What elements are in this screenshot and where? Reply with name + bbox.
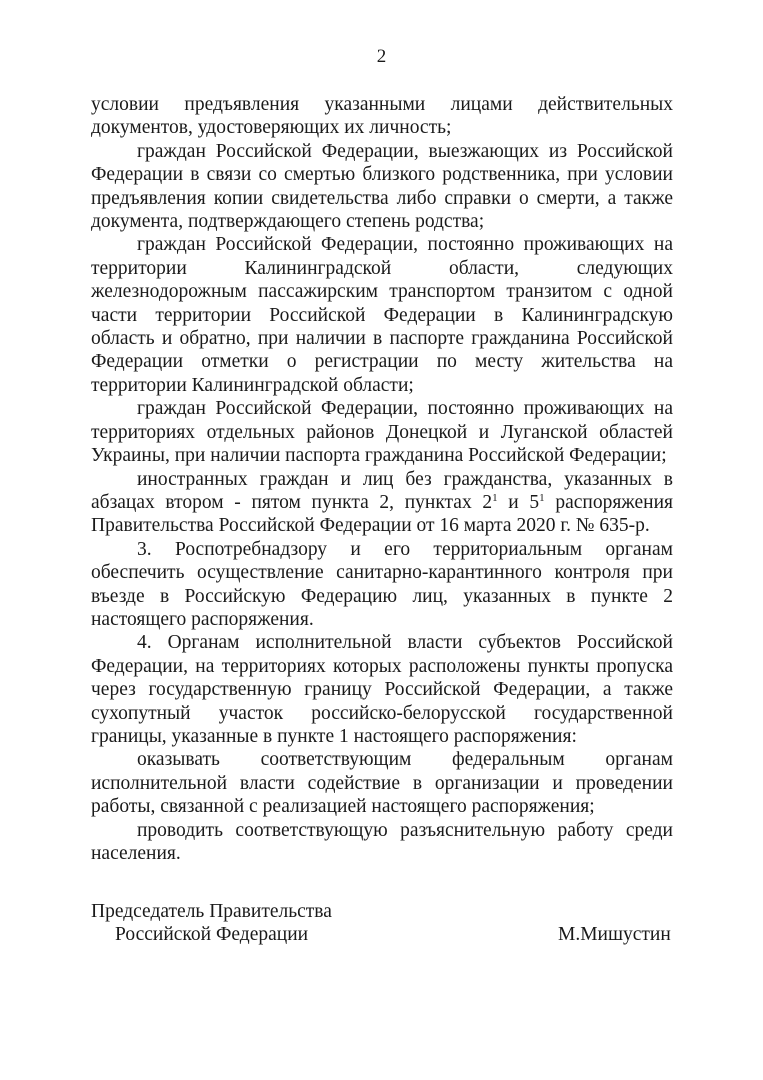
signature-title-line2: Российской Федерации <box>115 924 309 945</box>
page-number: 2 <box>376 46 387 67</box>
paragraph-foreign-citizens-part1: иностранных граждан и лиц без гражданства, указанных в абзацах втором - пятом пункта 2, пунктах 2 <box>91 468 673 513</box>
superscript-one: 1 <box>492 491 498 504</box>
paragraph-relative-death: граждан Российской Федерации, выезжающих из Российской Федерации в связи со смертью близкого родственника, при условии предъявления копии свидетельства либо справки о смерти, а также документа, подтверждающего степень родства; <box>91 140 673 233</box>
signature-name: М.Мишустин <box>558 924 671 945</box>
paragraph-item-4-regional-authorities: 4. Органам исполнительной власти субъектов Российской Федерации, на территориях которых расположены пункты пропуска через государственную границу Российской Федерации, а также сухопутный участок российско-белорусской государственной границы, указанные в пункте 1 настоящего распоряжения: <box>91 632 673 747</box>
signature-title-line1: Председатель Правительства <box>91 901 332 922</box>
paragraph-assistance: оказывать соответствующим федеральным органам исполнительной власти содействие в организации и проведении работы, связанной с реализацией настоящего распоряжения; <box>91 749 673 818</box>
paragraph-identity-documents: условии предъявления указанными лицами действительных документов, удостоверяющих их личность; <box>91 94 673 139</box>
paragraph-explanatory-work: проводить соответствующую разъяснительную работу среди населения. <box>91 819 673 864</box>
paragraph-item-3-rospotrebnadzor: 3. Роспотребнадзору и его территориальным органам обеспечить осуществление санитарно-карантинного контроля при въезде в Российскую Федерацию лиц, указанных в пункте 2 настоящего распоряжения. <box>91 538 673 630</box>
paragraph-foreign-citizens-part3: распоряжения Правительства Российской Федерации от 16 марта 2020 г. № 635-р. <box>91 491 673 537</box>
document-body <box>91 93 673 865</box>
signature-title <box>91 900 332 946</box>
paragraph-kaliningrad-transit: граждан Российской Федерации, постоянно проживающих на территории Калининградской области, следующих железнодорожным пассажирским транспортом транзитом с одной части территории Российской Федерации в Калининградскую область и обратно, при наличии в паспорте гражданина Российской Федерации отметки о регистрации по месту жительства на территории Калининградской области; <box>91 234 673 396</box>
superscript-two: 1 <box>539 491 545 504</box>
paragraph-donetsk-lugansk: граждан Российской Федерации, постоянно проживающих на территориях отдельных районов Донецкой и Луганской областей Украины, при наличии паспорта гражданина Российской Федерации; <box>91 398 673 467</box>
paragraph-foreign-citizens-part2: и 5 <box>497 491 540 513</box>
paragraph-foreign-citizens <box>91 468 673 538</box>
